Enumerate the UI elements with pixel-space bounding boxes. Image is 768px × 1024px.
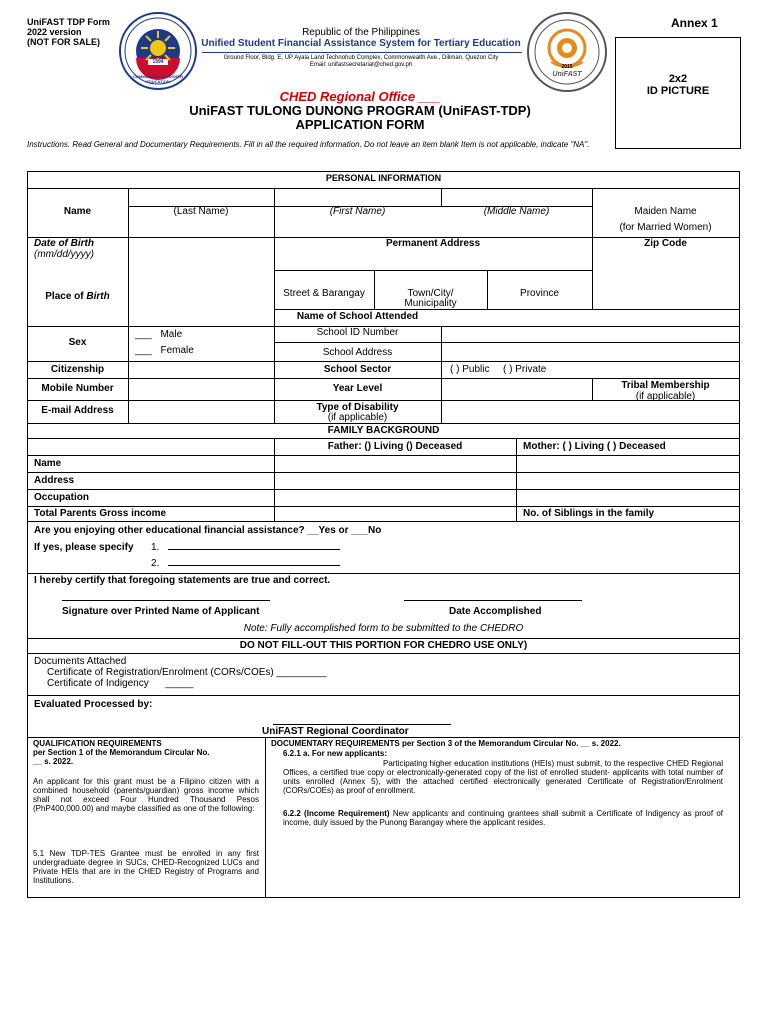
agency-name: Unified Student Financial Assistance System for Tertiary Education bbox=[201, 38, 521, 49]
last-name-label: (Last Name) bbox=[173, 206, 229, 217]
form-code-line: 2022 version bbox=[27, 27, 82, 37]
indigency-label: Certificate of Indigency bbox=[47, 678, 149, 689]
family-row-income: Total Parents Gross income bbox=[34, 508, 167, 519]
male-blank: ___ bbox=[135, 329, 152, 340]
indigency-item bbox=[47, 678, 193, 689]
school-sector-label: School Sector bbox=[323, 364, 392, 375]
school-id-label: School ID Number bbox=[316, 327, 399, 338]
zip-code-label: Zip Code bbox=[644, 238, 687, 249]
mother-name-field[interactable] bbox=[517, 456, 739, 471]
sex-label: Sex bbox=[68, 337, 87, 348]
disability-note: (if applicable) bbox=[327, 412, 388, 423]
maiden-name-label: Maiden Name bbox=[634, 206, 697, 217]
qualification-paragraph-2: 5.1 New TDP-TES Grantee must be enrolled in any first undergraduate degree in SUCs, CHED-Recognized LUCs and Private HEIs that are in the CHED Registry of Programs and Institutions. bbox=[33, 849, 259, 885]
date-line[interactable] bbox=[404, 600, 582, 601]
middle-name-label: (Middle Name) bbox=[483, 206, 550, 217]
dob-label: Date of Birth bbox=[34, 238, 94, 249]
form-title: APPLICATION FORM bbox=[295, 117, 425, 132]
ched-seal-text: COMMISSION ON HIGHER EDUCATION bbox=[132, 74, 183, 84]
first-name-field[interactable] bbox=[275, 189, 440, 205]
agency-email: Email: unifastsecretariat@ched.gov.ph bbox=[309, 62, 413, 68]
certify-statement: I hereby certify that foregoing statements are true and correct. bbox=[34, 575, 331, 586]
email-field[interactable] bbox=[129, 401, 273, 422]
female-blank: ___ bbox=[135, 345, 152, 356]
instructions: Instructions. Read General and Documentary Requirements. Fill in all the required information. Do not leave an item blank Item is not applicable, indicate "NA". bbox=[27, 140, 590, 149]
agency-address: Ground Floor, Bldg. E, UP Ayala Land Technohub Complex, Commonwealth Ave., Diliman, Quezon City bbox=[223, 55, 499, 61]
first-name-label: (First Name) bbox=[329, 206, 386, 217]
maiden-name-note: (for Married Women) bbox=[619, 222, 712, 233]
family-row-address: Address bbox=[34, 475, 75, 486]
citizenship-label: Citizenship bbox=[50, 364, 105, 375]
coordinator-signature-line[interactable] bbox=[273, 724, 451, 725]
ched-seal-logo bbox=[119, 12, 197, 90]
evaluated-label: Evaluated Processed by: bbox=[34, 699, 153, 710]
unifast-logo-text: UniFAST bbox=[552, 71, 582, 78]
female-label: Female bbox=[160, 345, 194, 356]
tribal-label: Tribal Membership bbox=[621, 380, 710, 391]
date-label: Date Accomplished bbox=[449, 606, 542, 617]
ched-seal-year: 1994 bbox=[152, 59, 164, 65]
republic-label: Republic of the Philippines bbox=[302, 27, 420, 38]
middle-name-field[interactable] bbox=[442, 189, 591, 205]
siblings-label: No. of Siblings in the family bbox=[523, 508, 655, 519]
assistance-item-1[interactable] bbox=[151, 542, 340, 553]
place-of-birth-field[interactable] bbox=[129, 271, 273, 325]
assistance-line-2[interactable] bbox=[168, 565, 340, 566]
dob-format: (mm/dd/yyyy) bbox=[34, 249, 94, 260]
program-title: UniFAST TULONG DUNONG PROGRAM (UniFAST-TDP) bbox=[189, 103, 531, 118]
disability-label: Type of Disability bbox=[316, 402, 399, 413]
year-level-field[interactable] bbox=[442, 379, 591, 399]
qualification-year: __ s. 2022. bbox=[33, 757, 74, 766]
documentary-heading: DOCUMENTARY REQUIREMENTS per Section 3 of the Memorandum Circular No. __ s. 2022. bbox=[271, 739, 621, 748]
maiden-name-field[interactable] bbox=[593, 189, 738, 205]
male-label: Male bbox=[160, 329, 183, 340]
unifast-seal-logo bbox=[527, 12, 607, 92]
permanent-address-label: Permanent Address bbox=[385, 238, 481, 249]
form-code bbox=[27, 17, 110, 47]
public-option[interactable]: ( ) Public bbox=[450, 364, 490, 375]
family-row-occupation: Occupation bbox=[34, 492, 90, 503]
annex-label: Annex 1 bbox=[671, 16, 718, 30]
birth-text: Birth bbox=[86, 291, 110, 302]
mobile-label: Mobile Number bbox=[41, 383, 114, 394]
place-of-birth-label bbox=[27, 291, 128, 302]
assistance-question: Are you enjoying other educational financial assistance? __Yes or ___No bbox=[34, 525, 382, 536]
id-picture-box[interactable] bbox=[615, 37, 741, 149]
qualification-title: QUALIFICATION REQUIREMENTS bbox=[33, 739, 162, 748]
name-label: Name bbox=[63, 206, 92, 217]
qualification-heading bbox=[33, 739, 261, 766]
last-name-field[interactable] bbox=[129, 189, 273, 205]
qualification-paragraph-1: An applicant for this grant must be a Filipino citizen with a combined household (parents/guardian) gross income which shall not exceed Four Hundred Thousand Pesos (PhP400,000.00) and maybe classified as one of the following: bbox=[33, 777, 259, 813]
submission-note: Note: Fully accomplished form to be submitted to the CHEDRO bbox=[243, 623, 524, 634]
family-heading: FAMILY BACKGROUND bbox=[327, 425, 440, 436]
item-number: 1. bbox=[151, 542, 160, 553]
zip-code-field[interactable] bbox=[593, 250, 738, 308]
form-code-line: (NOT FOR SALE) bbox=[27, 37, 100, 47]
assistance-item-2[interactable] bbox=[151, 558, 340, 569]
id-box-label: ID PICTURE bbox=[646, 85, 710, 97]
personal-info-heading: PERSONAL INFORMATION bbox=[325, 173, 442, 183]
cor-item: Certificate of Registration/Enrolment (CORs/COEs) _________ bbox=[47, 667, 327, 678]
unifast-seal-icon bbox=[529, 14, 605, 90]
citizenship-field[interactable] bbox=[129, 362, 273, 377]
place-of-text: Place of bbox=[45, 291, 87, 302]
tribal-note: (if applicable) bbox=[635, 391, 696, 402]
item-number: 2. bbox=[151, 558, 160, 569]
indigency-blank: _____ bbox=[165, 678, 194, 689]
school-attended-label: Name of School Attended bbox=[296, 311, 419, 322]
documentary-paragraph-2 bbox=[283, 809, 723, 827]
if-yes-label: If yes, please specify bbox=[34, 542, 134, 553]
school-attended-field[interactable] bbox=[442, 310, 738, 325]
income-requirement-label: 6.2.2 (Income Requirement) bbox=[283, 809, 390, 818]
disability-field[interactable] bbox=[442, 401, 738, 422]
assistance-line-1[interactable] bbox=[168, 549, 340, 550]
year-level-label: Year Level bbox=[332, 383, 383, 394]
email-label: E-mail Address bbox=[41, 405, 114, 416]
family-row-name: Name bbox=[34, 458, 62, 469]
documents-attached: Documents Attached bbox=[34, 656, 127, 667]
income-requirement-text: New applicants and continuing grantees shall submit a Certificate of Indigency as proof of income, duly issued by the Punong Barangay where the applicant resides. bbox=[283, 809, 723, 827]
street-barangay-label: Street & Barangay bbox=[283, 288, 365, 299]
dob-field[interactable] bbox=[129, 238, 273, 270]
father-status[interactable]: Father: () Living () Deceased bbox=[327, 441, 463, 452]
female-option[interactable] bbox=[135, 345, 194, 356]
municipality-label: Municipality bbox=[404, 298, 457, 309]
documentary-paragraph-1: Participating higher education institutions (HEIs) must submit, to the respective CHED Regional Offices, a certified true copy or electronically-generated copy of the list of enrolled student- applicants with total number of units enrolled (Annex 5), with the attached certified electronically generated Certificate of Registration/Enrolment (CORs/COEs) as proof of enrollment. bbox=[283, 759, 723, 795]
mother-status[interactable]: Mother: ( ) Living ( ) Deceased bbox=[523, 441, 666, 452]
office-use-heading: DO NOT FILL-OUT THIS PORTION FOR CHEDRO USE ONLY) bbox=[239, 640, 528, 651]
province-label: Province bbox=[520, 288, 559, 299]
school-address-label: School Address bbox=[322, 347, 393, 358]
private-option[interactable]: ( ) Private bbox=[503, 364, 547, 375]
signature-label: Signature over Printed Name of Applicant bbox=[62, 606, 260, 617]
id-box-size: 2x2 bbox=[668, 73, 688, 85]
school-id-field[interactable] bbox=[442, 327, 738, 341]
regional-office: CHED Regional Office ___ bbox=[279, 89, 441, 104]
male-option[interactable] bbox=[135, 329, 182, 340]
unifast-seal-year: 2015 bbox=[561, 64, 573, 70]
coordinator-label: UniFAST Regional Coordinator bbox=[262, 726, 409, 737]
town-city-label: Town/City/ bbox=[407, 288, 454, 299]
form-code-line: UniFAST TDP Form bbox=[27, 17, 110, 27]
father-name-field[interactable] bbox=[275, 456, 515, 471]
signature-line[interactable] bbox=[62, 600, 270, 601]
documentary-sub-1: 6.2.1 a. For new applicants: bbox=[283, 749, 388, 758]
mobile-field[interactable] bbox=[129, 379, 273, 399]
school-address-field[interactable] bbox=[442, 343, 738, 360]
qualification-subtitle: per Section 1 of the Memorandum Circular No. bbox=[33, 748, 210, 757]
